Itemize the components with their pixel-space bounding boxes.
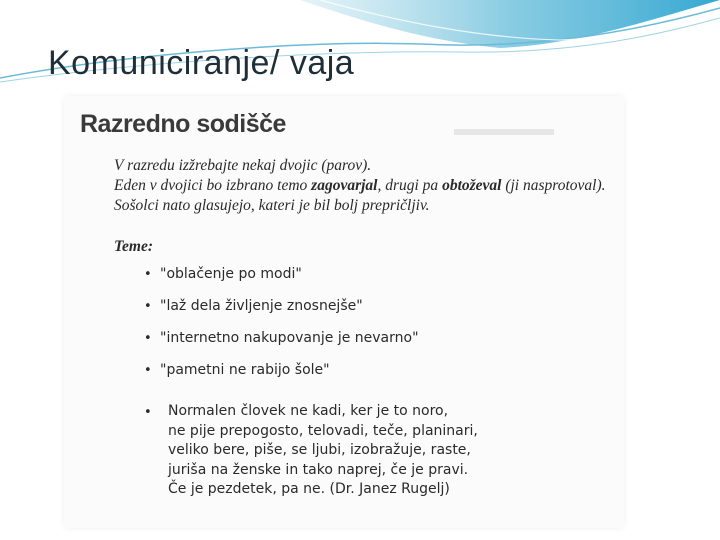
scanned-document	[64, 96, 624, 528]
bullet-icon: •	[144, 331, 152, 346]
quote-block	[146, 402, 478, 500]
topic-text: "internetno nakupovanje je nevarno"	[160, 330, 419, 346]
slide-title: Komuniciranje/ vaja	[48, 44, 355, 82]
instructions	[114, 156, 606, 216]
quote-lines	[168, 402, 478, 500]
topics-label: Teme:	[114, 238, 154, 255]
instruction-line-3: Sošolci nato glasujejo, kateri je bil bolj prepričljiv.	[114, 197, 430, 214]
instruction-text: Eden v dvojici bo izbrano temo	[114, 177, 312, 194]
document-heading: Razredno sodišče	[80, 110, 286, 138]
instruction-bold-defend: zagovarjal	[311, 177, 378, 194]
bullet-icon: •	[144, 363, 152, 378]
instruction-line-2	[114, 176, 606, 196]
quote-line: veliko bere, piše, se ljubi, izobražuje, raste,	[168, 442, 471, 458]
quote-line: ne pije prepogosto, telovadi, teče, planinari,	[168, 422, 478, 439]
instruction-bold-accuse: obtoževal	[442, 177, 502, 194]
topic-text: "pametni ne rabijo šole"	[160, 362, 330, 378]
instruction-text: (ji nasprotoval).	[501, 177, 606, 194]
quote-line: Normalen človek ne kadi, ker je to noro,	[168, 403, 449, 419]
bullet-icon: •	[144, 267, 152, 282]
quote-line: Če je pezdetek, pa ne. (Dr. Janez Rugelj)	[168, 481, 450, 497]
topic-text: "laž dela življenje znosnejše"	[160, 298, 363, 314]
bullet-icon: •	[144, 299, 152, 314]
topic-text: "oblačenje po modi"	[160, 266, 302, 282]
quote-line: juriša na ženske in tako naprej, če je pravi.	[168, 461, 469, 478]
instruction-line-1: V razredu izžrebajte nekaj dvojic (parov).	[114, 157, 372, 174]
bullet-icon: •	[144, 405, 152, 420]
bleed-through-shadow: ▬▬▬▬▬	[454, 118, 554, 140]
instruction-text: , drugi pa	[377, 177, 443, 194]
